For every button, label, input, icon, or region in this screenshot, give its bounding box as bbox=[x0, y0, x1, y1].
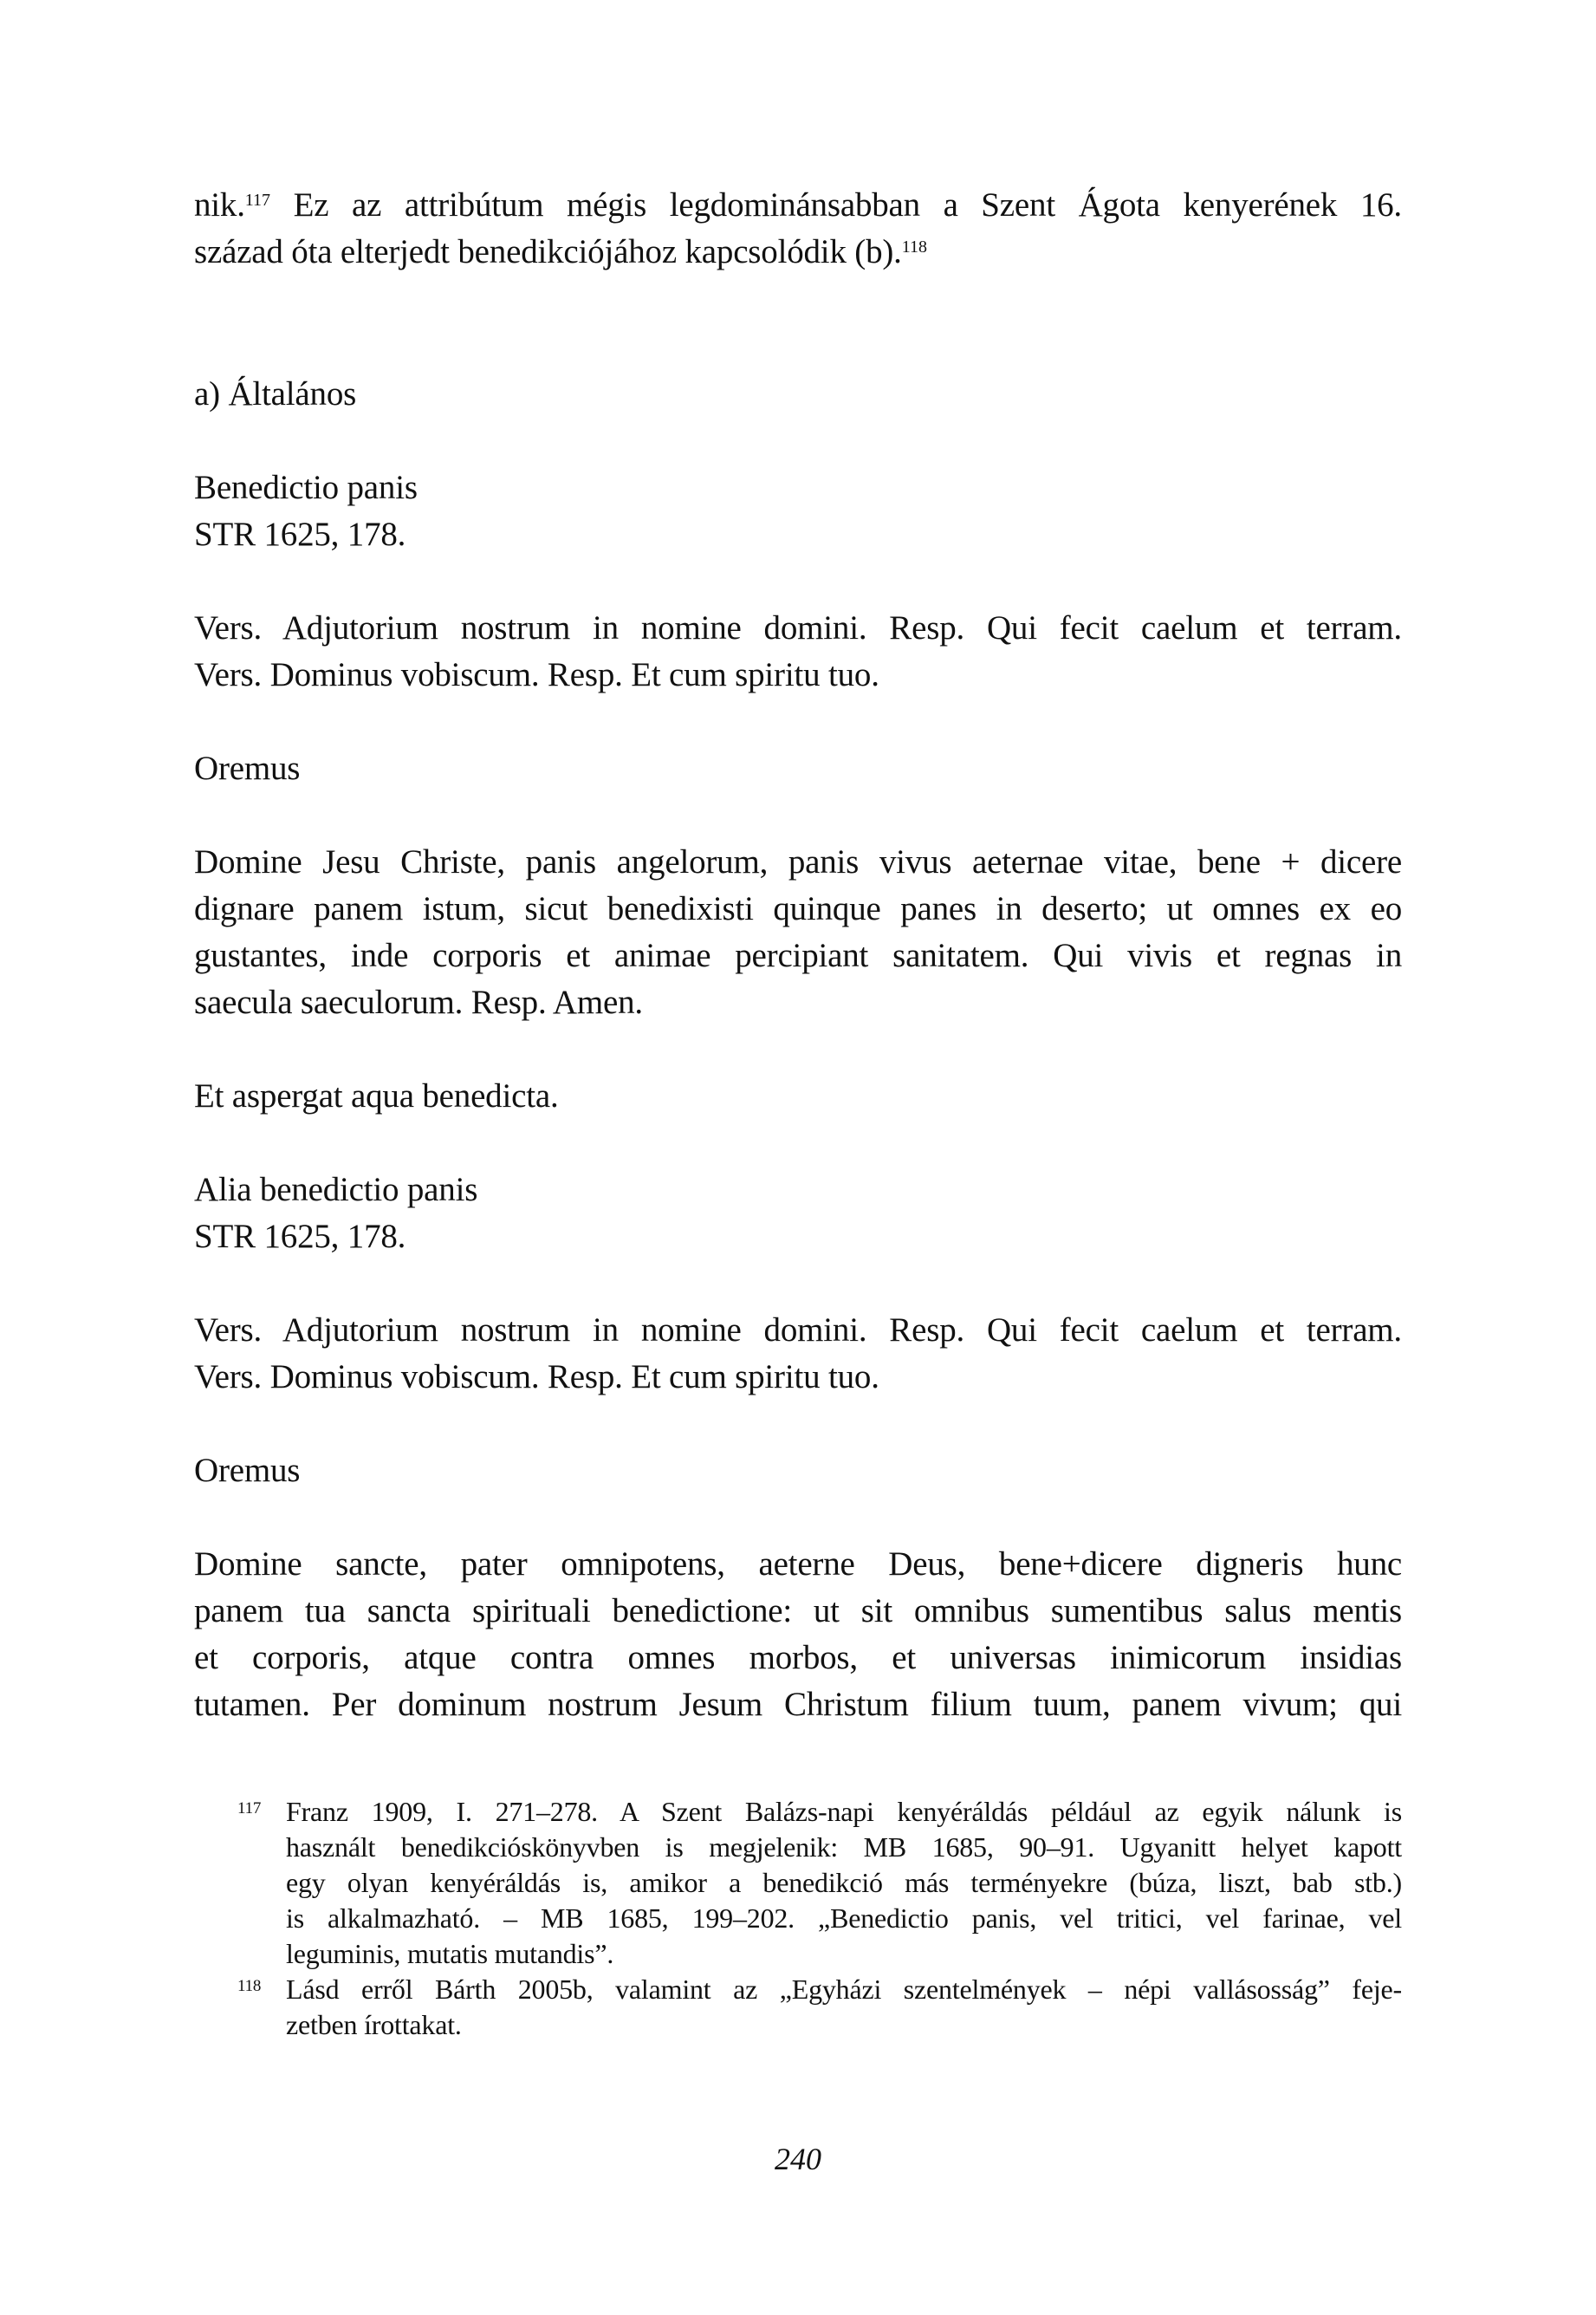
prayer-line: Domine Jesu Christe, panis angelorum, panis vivus aeternae vitae, bene + dicere bbox=[194, 843, 1402, 881]
intro-text: század óta elterjedt benedikciójához kapcsolódik (b). bbox=[194, 233, 902, 270]
oremus-label: Oremus bbox=[194, 750, 301, 787]
footnote-line: használt benedikcióskönyvben is megjelenik: MB 1685, 90–91. Ugyanitt helyet kapott bbox=[286, 1831, 1402, 1863]
footnote-number: 118 bbox=[237, 1977, 262, 1995]
prayer-line: gustantes, inde corporis et animae percipiant sanitatem. Qui vivis et regnas in bbox=[194, 937, 1402, 974]
intro-line-2 bbox=[194, 229, 1402, 276]
intro-text: nik. bbox=[194, 186, 245, 224]
prayer-line: panem tua sancta spirituali benedictione: ut sit omnibus sumentibus salus mentis bbox=[194, 1592, 1402, 1629]
prayer-line: tutamen. Per dominum nostrum Jesum Christum filium tuum, panem vivum; qui bbox=[194, 1686, 1402, 1723]
blessing-title: Alia benedictio panis bbox=[194, 1171, 478, 1208]
versicle-line: Vers. Dominus vobiscum. Resp. Et cum spiritu tuo. bbox=[194, 1358, 879, 1395]
footnote-number: 117 bbox=[237, 1799, 262, 1818]
prayer-line: saecula saeculorum. Resp. Amen. bbox=[194, 984, 643, 1021]
footnote-117 bbox=[194, 1794, 1402, 1972]
footnote-line: leguminis, mutatis mutandis”. bbox=[286, 1938, 614, 1969]
footnote-line: zetben írottakat. bbox=[286, 2009, 462, 2040]
blessing-source: STR 1625, 178. bbox=[194, 516, 406, 553]
footnote-118 bbox=[194, 1972, 1402, 2043]
footnote-line: egy olyan kenyéráldás is, amikor a benedikció más terményekre (búza, liszt, bab stb.) bbox=[286, 1867, 1402, 1898]
page-number: 240 bbox=[775, 2142, 821, 2176]
versicle-line: Vers. Adjutorium nostrum in nomine domini. Resp. Qui fecit caelum et terram. bbox=[194, 609, 1402, 647]
footnote-line: is alkalmazható. – MB 1685, 199–202. „Benedictio panis, vel tritici, vel farinae, vel bbox=[286, 1902, 1402, 1934]
intro-text: Ez az attribútum mégis legdominánsabban a Szent Ágota kenyerének 16. bbox=[270, 186, 1402, 224]
versicle-line: Vers. Dominus vobiscum. Resp. Et cum spiritu tuo. bbox=[194, 656, 879, 693]
prayer-line: et corporis, atque contra omnes morbos, et universas inimicorum insidias bbox=[194, 1639, 1402, 1676]
prayer-line: dignare panem istum, sicut benedixisti quinque panes in deserto; ut omnes ex eo bbox=[194, 890, 1402, 927]
section-heading: a) Általános bbox=[194, 375, 357, 413]
footnote-line: Franz 1909, I. 271–278. A Szent Balázs-napi kenyéráldás például az egyik nálunk is bbox=[286, 1796, 1402, 1827]
blessing-source: STR 1625, 178. bbox=[194, 1218, 406, 1255]
footnotes bbox=[194, 1794, 1402, 2043]
footnote-ref-117[interactable]: 117 bbox=[244, 191, 271, 210]
oremus-label: Oremus bbox=[194, 1452, 301, 1489]
footnote-ref-118[interactable]: 118 bbox=[901, 237, 927, 257]
intro-line-1 bbox=[194, 182, 1402, 229]
prayer-line: Domine sancte, pater omnipotens, aeterne Deus, bene+dicere digneris hunc bbox=[194, 1545, 1402, 1583]
versicle-line: Vers. Adjutorium nostrum in nomine domini. Resp. Qui fecit caelum et terram. bbox=[194, 1311, 1402, 1349]
blessing-title: Benedictio panis bbox=[194, 469, 418, 506]
footnote-line: Lásd erről Bárth 2005b, valamint az „Egyházi szentelmények – népi vallásosság” feje- bbox=[286, 1974, 1402, 2005]
rubric: Et aspergat aqua benedicta. bbox=[194, 1077, 559, 1115]
